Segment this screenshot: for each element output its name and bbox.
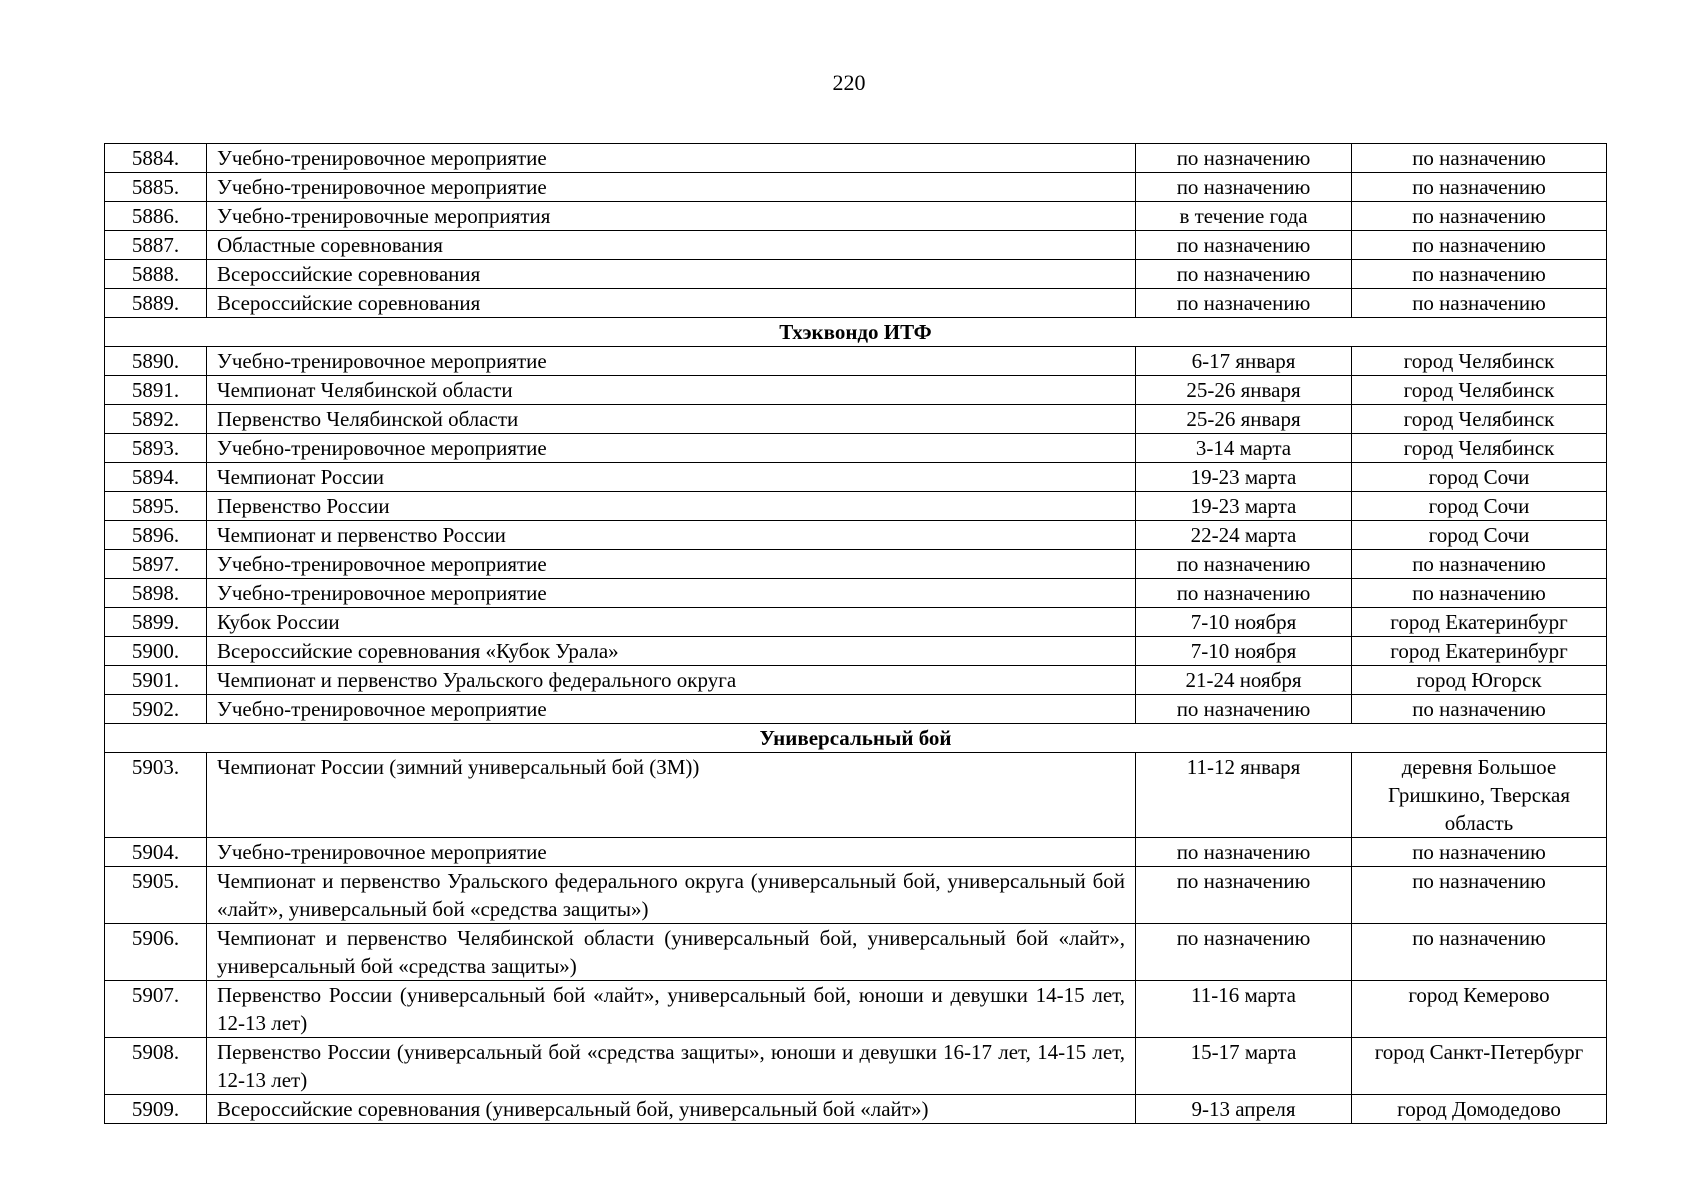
table-row: [105, 434, 1607, 463]
event-place: город Челябинск: [1352, 405, 1607, 434]
event-date: 22-24 марта: [1136, 521, 1352, 550]
event-place: по назначению: [1352, 202, 1607, 231]
event-number: 5900.: [105, 637, 207, 666]
table-row: [105, 260, 1607, 289]
event-name: Учебно-тренировочное мероприятие: [207, 434, 1136, 463]
section-title: Универсальный бой: [105, 724, 1607, 753]
event-place: город Екатеринбург: [1352, 608, 1607, 637]
event-number: 5897.: [105, 550, 207, 579]
event-name: Чемпионат Челябинской области: [207, 376, 1136, 405]
event-name: Чемпионат России: [207, 463, 1136, 492]
event-place: город Челябинск: [1352, 376, 1607, 405]
table-row: [105, 173, 1607, 202]
event-date: по назначению: [1136, 579, 1352, 608]
event-date: 6-17 января: [1136, 347, 1352, 376]
event-place: город Сочи: [1352, 463, 1607, 492]
event-date: по назначению: [1136, 695, 1352, 724]
table-row: [105, 405, 1607, 434]
event-place: по назначению: [1352, 173, 1607, 202]
event-number: 5909.: [105, 1095, 207, 1124]
event-number: 5905.: [105, 867, 207, 924]
event-name: Всероссийские соревнования: [207, 289, 1136, 318]
event-name: Учебно-тренировочное мероприятие: [207, 579, 1136, 608]
events-table: [104, 143, 1607, 1124]
table-row: [105, 924, 1607, 981]
event-name: Чемпионат России (зимний универсальный бой (ЗМ)): [207, 753, 1136, 838]
event-name: Кубок России: [207, 608, 1136, 637]
event-number: 5895.: [105, 492, 207, 521]
event-place: деревня Большое Гришкино, Тверская область: [1352, 753, 1607, 838]
table-row: [105, 1095, 1607, 1124]
event-name: Чемпионат и первенство Уральского федерального округа: [207, 666, 1136, 695]
table-row: [105, 867, 1607, 924]
table-row: [105, 695, 1607, 724]
event-place: город Челябинск: [1352, 347, 1607, 376]
event-number: 5908.: [105, 1038, 207, 1095]
table-row: [105, 637, 1607, 666]
event-number: 5899.: [105, 608, 207, 637]
event-date: 15-17 марта: [1136, 1038, 1352, 1095]
section-header-row: [105, 318, 1607, 347]
event-number: 5901.: [105, 666, 207, 695]
event-number: 5902.: [105, 695, 207, 724]
event-place: по назначению: [1352, 867, 1607, 924]
event-number: 5889.: [105, 289, 207, 318]
event-number: 5890.: [105, 347, 207, 376]
table-row: [105, 838, 1607, 867]
event-name: Учебно-тренировочное мероприятие: [207, 838, 1136, 867]
table-row: [105, 550, 1607, 579]
event-date: 11-12 января: [1136, 753, 1352, 838]
event-number: 5896.: [105, 521, 207, 550]
page-number: 220: [832, 70, 866, 95]
event-place: город Санкт-Петербург: [1352, 1038, 1607, 1095]
event-place: город Сочи: [1352, 492, 1607, 521]
event-number: 5886.: [105, 202, 207, 231]
event-date: в течение года: [1136, 202, 1352, 231]
event-date: 7-10 ноября: [1136, 608, 1352, 637]
table-row: [105, 608, 1607, 637]
event-number: 5903.: [105, 753, 207, 838]
event-place: по назначению: [1352, 550, 1607, 579]
event-date: по назначению: [1136, 924, 1352, 981]
table-row: [105, 144, 1607, 173]
event-place: по назначению: [1352, 144, 1607, 173]
event-place: по назначению: [1352, 231, 1607, 260]
event-date: 3-14 марта: [1136, 434, 1352, 463]
event-name: Чемпионат и первенство Уральского федерального округа (универсальный бой, универсальный бой «лайт», универсальный бой «средства защиты»): [207, 867, 1136, 924]
event-place: по назначению: [1352, 695, 1607, 724]
table-row: [105, 231, 1607, 260]
event-place: город Домодедово: [1352, 1095, 1607, 1124]
event-place: по назначению: [1352, 260, 1607, 289]
event-place: город Сочи: [1352, 521, 1607, 550]
event-place: город Екатеринбург: [1352, 637, 1607, 666]
event-date: по назначению: [1136, 144, 1352, 173]
event-name: Чемпионат и первенство Челябинской области (универсальный бой, универсальный бой «лайт», универсальный бой «средства защиты»): [207, 924, 1136, 981]
table-row: [105, 666, 1607, 695]
event-date: 19-23 марта: [1136, 492, 1352, 521]
event-place: город Челябинск: [1352, 434, 1607, 463]
event-number: 5884.: [105, 144, 207, 173]
event-place: город Югорск: [1352, 666, 1607, 695]
event-date: по назначению: [1136, 867, 1352, 924]
table-row: [105, 202, 1607, 231]
table-row: [105, 289, 1607, 318]
event-number: 5888.: [105, 260, 207, 289]
event-date: по назначению: [1136, 550, 1352, 579]
event-name: Учебно-тренировочное мероприятие: [207, 347, 1136, 376]
event-date: 25-26 января: [1136, 405, 1352, 434]
event-date: по назначению: [1136, 260, 1352, 289]
table-row: [105, 1038, 1607, 1095]
event-name: Учебно-тренировочное мероприятие: [207, 695, 1136, 724]
event-date: 7-10 ноября: [1136, 637, 1352, 666]
event-name: Первенство Челябинской области: [207, 405, 1136, 434]
event-name: Всероссийские соревнования: [207, 260, 1136, 289]
event-date: по назначению: [1136, 173, 1352, 202]
event-place: город Кемерово: [1352, 981, 1607, 1038]
event-place: по назначению: [1352, 289, 1607, 318]
event-date: 21-24 ноября: [1136, 666, 1352, 695]
event-number: 5898.: [105, 579, 207, 608]
event-name: Всероссийские соревнования (универсальный бой, универсальный бой «лайт»): [207, 1095, 1136, 1124]
event-date: 19-23 марта: [1136, 463, 1352, 492]
table-row: [105, 753, 1607, 838]
event-date: по назначению: [1136, 231, 1352, 260]
event-number: 5885.: [105, 173, 207, 202]
event-number: 5904.: [105, 838, 207, 867]
event-number: 5906.: [105, 924, 207, 981]
event-number: 5893.: [105, 434, 207, 463]
event-name: Учебно-тренировочные мероприятия: [207, 202, 1136, 231]
event-date: 25-26 января: [1136, 376, 1352, 405]
event-name: Первенство России (универсальный бой «лайт», универсальный бой, юноши и девушки 14-15 лет, 12-13 лет): [207, 981, 1136, 1038]
event-date: 11-16 марта: [1136, 981, 1352, 1038]
table-row: [105, 521, 1607, 550]
event-number: 5894.: [105, 463, 207, 492]
event-name: Областные соревнования: [207, 231, 1136, 260]
event-number: 5892.: [105, 405, 207, 434]
event-number: 5887.: [105, 231, 207, 260]
event-number: 5891.: [105, 376, 207, 405]
event-name: Учебно-тренировочное мероприятие: [207, 550, 1136, 579]
section-header-row: [105, 724, 1607, 753]
event-date: 9-13 апреля: [1136, 1095, 1352, 1124]
event-place: по назначению: [1352, 838, 1607, 867]
event-number: 5907.: [105, 981, 207, 1038]
event-name: Учебно-тренировочное мероприятие: [207, 144, 1136, 173]
event-name: Учебно-тренировочное мероприятие: [207, 173, 1136, 202]
section-title: Тхэквондо ИТФ: [105, 318, 1607, 347]
event-date: по назначению: [1136, 838, 1352, 867]
event-name: Чемпионат и первенство России: [207, 521, 1136, 550]
event-place: по назначению: [1352, 579, 1607, 608]
event-name: Первенство России (универсальный бой «средства защиты», юноши и девушки 16-17 лет, 14-15 лет, 12-13 лет): [207, 1038, 1136, 1095]
event-name: Всероссийские соревнования «Кубок Урала»: [207, 637, 1136, 666]
table-row: [105, 981, 1607, 1038]
table-row: [105, 579, 1607, 608]
event-place: по назначению: [1352, 924, 1607, 981]
table-row: [105, 347, 1607, 376]
event-name: Первенство России: [207, 492, 1136, 521]
table-row: [105, 376, 1607, 405]
event-date: по назначению: [1136, 289, 1352, 318]
table-row: [105, 463, 1607, 492]
table-row: [105, 492, 1607, 521]
